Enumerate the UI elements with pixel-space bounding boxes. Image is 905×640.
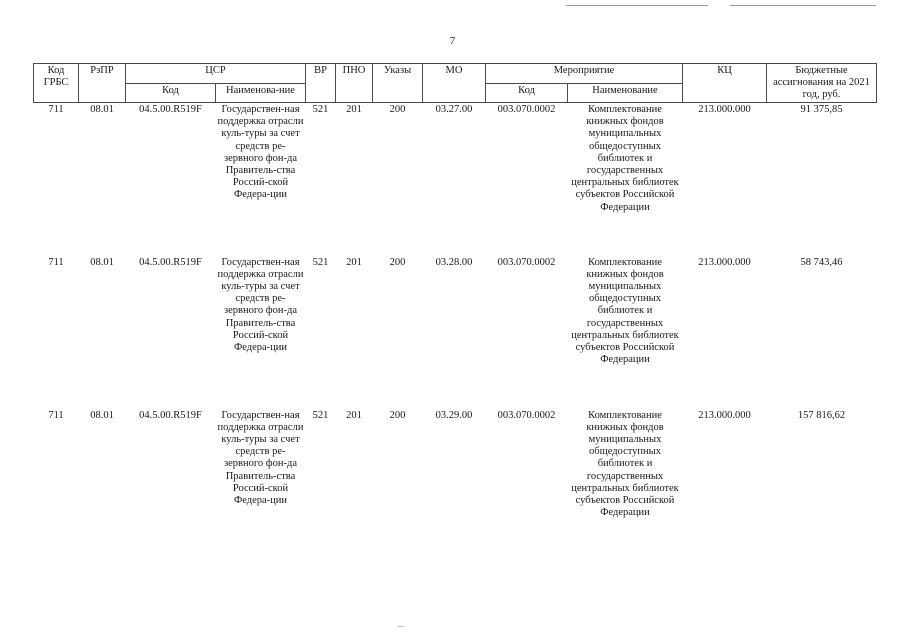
cell-rzpr: 08.01 [90, 256, 114, 268]
cell-vr: 521 [312, 409, 329, 421]
cell-vr: 521 [312, 256, 329, 268]
cell-mer-kod: 003.070.0002 [497, 409, 556, 421]
header-csr-naim: Наименова-ние [216, 83, 306, 103]
cell-mer-naim: Комплектование книжных фондов муниципальных общедоступных библиотек и государственных центральных библиотек субъектов Российской Федерации [571, 409, 679, 519]
header-mer-kod: Код [486, 83, 568, 103]
cell-mer-kod: 003.070.0002 [497, 104, 556, 115]
cell-csr-kod: 04.5.00.R519F [139, 409, 202, 421]
header-mer-naim: Наименование [568, 83, 683, 103]
cell-pno: 201 [346, 104, 362, 115]
header-kod-grbs: Код ГРБС [34, 64, 79, 103]
cell-csr-naim: Государствен-ная поддержка отрасли куль-туры за счет средств ре-зервного фон-да Правитель-ства Россий-ской Федера-ции [217, 409, 304, 506]
cell-budget: 91 375,85 [800, 104, 843, 115]
header-csr: ЦСР [126, 64, 306, 84]
table-body [34, 103, 877, 562]
cell-rzpr: 08.01 [90, 104, 114, 115]
cell-csr-naim: Государствен-ная поддержка отрасли куль-туры за счет средств ре-зервного фон-да Правитель-ства Россий-ской Федера-ции [217, 104, 304, 201]
cell-kc: 213.000.000 [698, 104, 751, 115]
cell-ukazy: 200 [389, 104, 406, 115]
table-row [34, 409, 877, 562]
cell-kc: 213.000.000 [698, 409, 751, 421]
cell-pno: 201 [346, 409, 362, 421]
cell-vr: 521 [312, 104, 329, 115]
bottom-mark [398, 626, 404, 627]
top-rule-right [730, 5, 876, 6]
cell-pno: 201 [346, 256, 362, 268]
header-rzpr: РзПР [79, 64, 126, 103]
header-vr: ВР [306, 64, 336, 103]
top-rule-left [566, 5, 708, 6]
cell-mer-kod: 003.070.0002 [497, 256, 556, 268]
budget-table [33, 63, 877, 562]
header-ukazy: Указы [373, 64, 423, 103]
cell-kod-grbs: 711 [48, 104, 64, 115]
header-csr-kod: Код [126, 83, 216, 103]
cell-kc: 213.000.000 [698, 256, 751, 268]
cell-mer-naim: Комплектование книжных фондов муниципальных общедоступных библиотек и государственных центральных библиотек субъектов Российской Федерации [571, 256, 679, 366]
table-row [34, 256, 877, 409]
cell-mo: 03.28.00 [435, 256, 473, 268]
cell-budget: 157 816,62 [797, 409, 846, 421]
cell-ukazy: 200 [389, 409, 406, 421]
cell-csr-kod: 04.5.00.R519F [139, 256, 202, 268]
header-pno: ПНО [336, 64, 373, 103]
cell-mo: 03.29.00 [435, 409, 473, 421]
header-kc: КЦ [683, 64, 767, 103]
cell-csr-kod: 04.5.00.R519F [139, 104, 202, 115]
header-budget: Бюджетные ассигнования на 2021 год, руб. [767, 64, 877, 103]
cell-mer-naim: Комплектование книжных фондов муниципальных общедоступных библиотек и государственных центральных библиотек субъектов Российской Федерации [571, 104, 679, 213]
cell-csr-naim: Государствен-ная поддержка отрасли куль-туры за счет средств ре-зервного фон-да Правитель-ства Россий-ской Федера-ции [217, 256, 304, 353]
header-meropriyatie: Мероприятие [486, 64, 683, 84]
table-row [34, 103, 877, 256]
cell-kod-grbs: 711 [48, 409, 64, 421]
header-mo: МО [423, 64, 486, 103]
cell-rzpr: 08.01 [90, 409, 114, 421]
cell-budget: 58 743,46 [800, 256, 843, 268]
cell-mo: 03.27.00 [435, 104, 473, 115]
page-number: 7 [449, 35, 456, 47]
table-header [34, 64, 877, 103]
cell-ukazy: 200 [389, 256, 406, 268]
cell-kod-grbs: 711 [48, 256, 64, 268]
